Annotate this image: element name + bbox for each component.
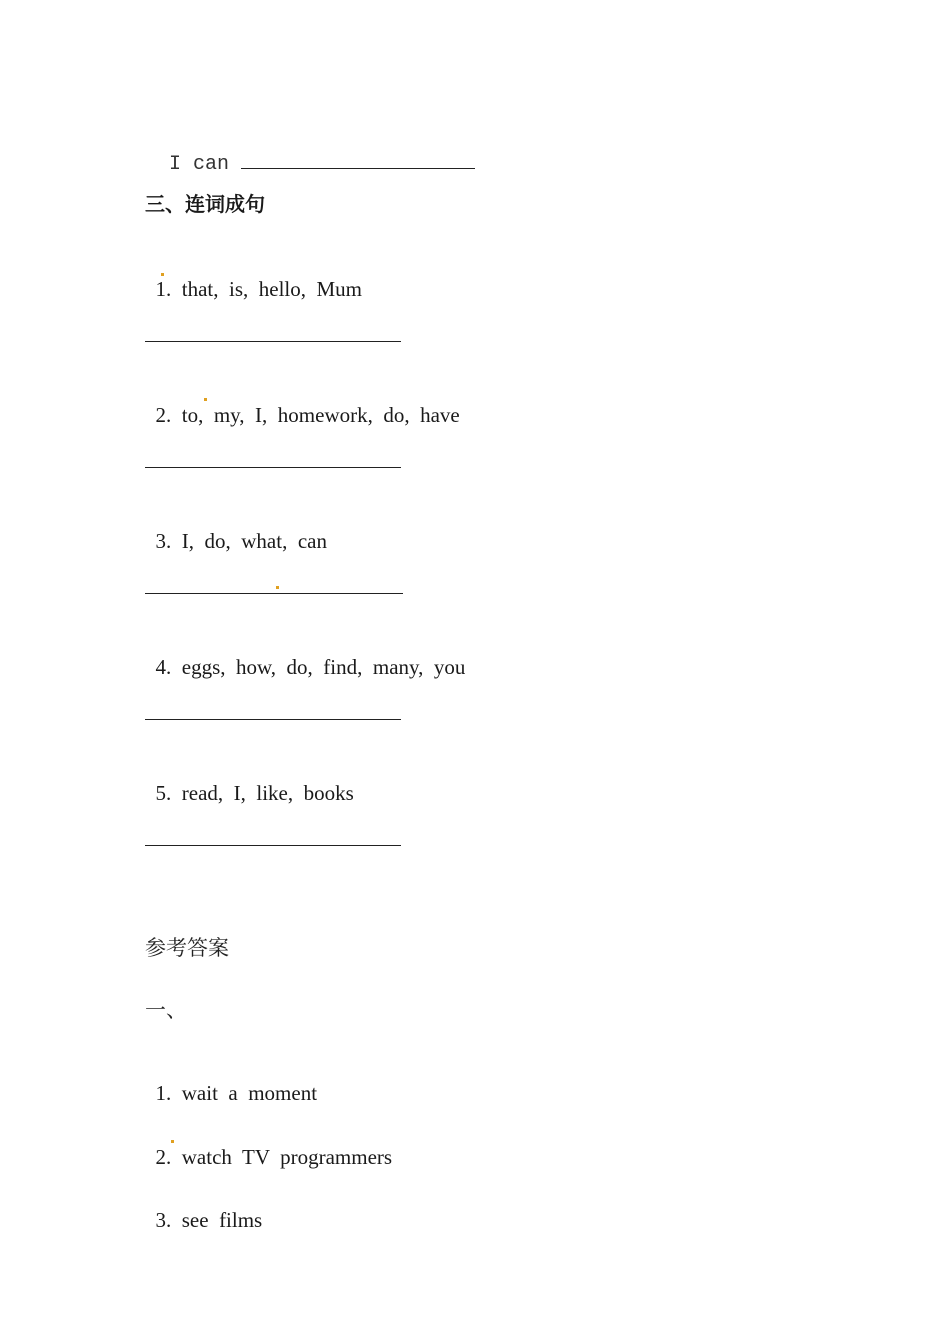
question-words: I, do, what, can (181, 529, 327, 553)
answer-item-1 (145, 1062, 317, 1104)
answer-blank-5[interactable] (145, 845, 401, 846)
question-number: 4. (155, 655, 172, 679)
answer-text: watch TV programmers (181, 1145, 393, 1169)
question-number: 2. (155, 403, 172, 427)
question-item-1 (145, 258, 362, 300)
intro-prefix: I can (169, 153, 230, 176)
intro-line (145, 132, 475, 175)
answers-heading: 参考答案 (145, 936, 229, 960)
question-item-3 (145, 510, 327, 552)
intro-answer-blank[interactable] (241, 152, 475, 169)
question-item-4 (145, 636, 465, 678)
question-number: 3. (155, 529, 172, 553)
answer-text: see films (181, 1208, 263, 1232)
answer-blank-1[interactable] (145, 341, 401, 342)
answer-text: wait a moment (181, 1081, 318, 1105)
answer-number: 1. (155, 1081, 172, 1105)
question-words: eggs, how, do, find, many, you (181, 655, 466, 679)
question-words: that, is, hello, Mum (181, 277, 362, 301)
answer-number: 2. (155, 1145, 172, 1169)
answer-blank-4[interactable] (145, 719, 401, 720)
question-words: read, I, like, books (181, 781, 354, 805)
mark-dot (161, 273, 164, 276)
answer-blank-2[interactable] (145, 467, 401, 468)
mark-dot (204, 398, 207, 401)
answer-number: 3. (155, 1208, 172, 1232)
question-item-5 (145, 762, 354, 804)
question-words: to, my, I, homework, do, have (181, 403, 460, 427)
answer-item-2 (145, 1126, 392, 1168)
mark-dot (276, 586, 279, 589)
mark-dot (171, 1140, 174, 1143)
answers-part-label: 一、 (145, 998, 187, 1022)
question-number: 1. (155, 277, 172, 301)
section-heading: 三、连词成句 (145, 192, 265, 216)
answer-blank-3[interactable] (145, 593, 403, 594)
question-number: 5. (155, 781, 172, 805)
answer-item-3 (145, 1189, 262, 1231)
question-item-2 (145, 384, 460, 426)
